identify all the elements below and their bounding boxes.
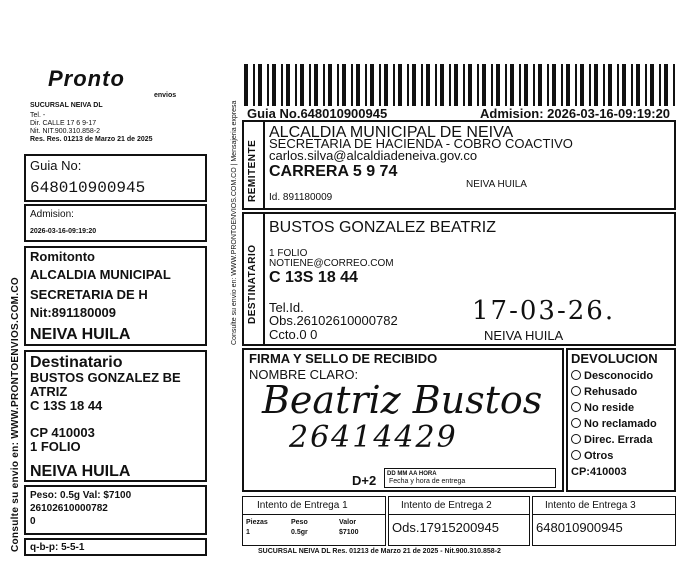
- remitente-box: [242, 120, 676, 210]
- barcode-bar: [645, 64, 647, 106]
- devolucion-option-label: No reside: [584, 402, 635, 414]
- branch-line: Res. Res. 01213 de Marzo 21 de 2025: [30, 136, 153, 143]
- barcode-bar: [510, 64, 514, 106]
- remitente-dept: SECRETARIA DE HACIENDA - COBRO COACTIVO: [269, 136, 573, 151]
- fecha-box: [384, 468, 556, 488]
- devolucion-option[interactable]: [571, 368, 657, 384]
- stub-guia-value: 648010900945: [30, 179, 146, 197]
- devolucion-option-label: Direc. Errada: [584, 434, 653, 446]
- radio-icon: [571, 418, 581, 428]
- barcode-bar: [463, 64, 465, 106]
- barcode-bar: [412, 64, 416, 106]
- barcode-bar: [482, 64, 486, 106]
- destinatario-obs: Obs.26102610000782: [269, 313, 398, 328]
- stub-peso-ref: 26102610000782: [30, 503, 108, 514]
- fecha-labels: DD MM AA HORA: [387, 471, 437, 477]
- barcode-bar: [337, 64, 339, 106]
- barcode-bar: [328, 64, 332, 106]
- barcode-bar: [295, 64, 297, 106]
- ods-value: Ods.17915200945: [392, 520, 499, 535]
- intento-2-box: [388, 496, 530, 546]
- barcode-bar: [379, 64, 381, 106]
- nombre-claro-label: NOMBRE CLARO:: [249, 367, 359, 382]
- stub-remitente-box: [24, 246, 207, 346]
- barcode-bar: [608, 64, 612, 106]
- barcode-bar: [370, 64, 374, 106]
- barcode-bar: [393, 64, 395, 106]
- logo-text: Pronto: [48, 66, 125, 91]
- stub-logo-box: [24, 62, 207, 154]
- devolucion-option[interactable]: [571, 384, 657, 400]
- barcode-bar: [505, 64, 507, 106]
- stub-destinatario-line: 1 FOLIO: [30, 439, 81, 454]
- peso-value: 0.5gr: [291, 529, 308, 536]
- signature-name: Beatriz Bustos: [262, 378, 543, 422]
- barcode-bar: [580, 64, 584, 106]
- stub-peso-line: Peso: 0.5g Val: $7100: [30, 490, 132, 501]
- remitente-id: Id. 891180009: [269, 192, 333, 203]
- barcode-bar: [561, 64, 563, 106]
- barcode-bar: [454, 64, 458, 106]
- barcode-bar: [272, 64, 276, 106]
- destinatario-box: [242, 212, 676, 346]
- intento-1-label: Intento de Entrega 1: [257, 500, 348, 511]
- barcode-bar: [449, 64, 451, 106]
- stub-peso-box: [24, 485, 207, 535]
- branch-line: Nit. NIT.900.310.858-2: [30, 128, 101, 135]
- barcode-bar: [267, 64, 269, 106]
- radio-icon: [571, 370, 581, 380]
- devolucion-option-label: Rehusado: [584, 386, 638, 398]
- barcode-bar: [603, 64, 605, 106]
- stub-admision-label: Admision:: [30, 209, 74, 220]
- remitente-address: CARRERA 5 9 74: [269, 163, 398, 180]
- fecha-caption: Fecha y hora de entrega: [389, 478, 466, 485]
- remitente-tag: REMITENTE: [247, 139, 258, 202]
- stub-admision-box: [24, 204, 207, 242]
- barcode-bar: [664, 64, 668, 106]
- barcode-bar: [659, 64, 661, 106]
- barcode-bar: [356, 64, 360, 106]
- devolucion-cp: CP:410003: [571, 466, 627, 478]
- devolucion-option[interactable]: [571, 448, 657, 464]
- barcode-bar: [622, 64, 626, 106]
- intento-1-box: [242, 496, 386, 546]
- stub-admision-value: 2026-03-16-09:19:20: [30, 228, 97, 235]
- devolucion-option[interactable]: [571, 416, 657, 432]
- piezas-label: Piezas: [246, 519, 268, 526]
- destinatario-tel: Tel.Id.: [269, 300, 304, 315]
- valor-label: Valor: [339, 519, 357, 526]
- stub-vertical-note: Consulte su envio en: WWW.PRONTOENVIOS.COM.CO: [10, 277, 21, 552]
- stub-guia-label: Guia No:: [30, 158, 82, 173]
- destinatario-city: NEIVA HUILA: [484, 328, 564, 343]
- barcode-bar: [281, 64, 283, 106]
- guia-box-value: 648010900945: [536, 520, 623, 535]
- intento-3-label: Intento de Entrega 3: [545, 500, 636, 511]
- barcode-bar: [566, 64, 570, 106]
- stub-remitente-name: Romitonto: [30, 249, 95, 264]
- radio-icon: [571, 386, 581, 396]
- barcode-bar: [552, 64, 556, 106]
- stub-destinatario-line: CP 410003: [30, 425, 95, 440]
- firma-title: FIRMA Y SELLO DE RECIBIDO: [249, 351, 438, 366]
- handwritten-date: 17-03-26.: [472, 296, 616, 326]
- stub-remitente-line: Nit:891180009: [30, 305, 117, 320]
- devolucion-title: DEVOLUCION: [571, 351, 658, 366]
- barcode-bar: [440, 64, 444, 106]
- stub-destinatario-title: Destinatario: [30, 354, 123, 371]
- barcode-bar: [244, 64, 248, 106]
- intento-3-divider: [533, 514, 675, 515]
- barcode-bar: [314, 64, 318, 106]
- main-footer: SUCURSAL NEIVA DL Res. 01213 de Marzo 21 de 2025 - Nit.900.310.858-2: [258, 548, 501, 555]
- barcode-bar: [496, 64, 500, 106]
- devolucion-option-label: No reclamado: [584, 418, 657, 430]
- stub-remitente-line: ALCALDIA MUNICIPAL: [30, 267, 171, 282]
- barcode-bar: [631, 64, 633, 106]
- stub-destinatario-city: NEIVA HUILA: [30, 463, 131, 480]
- barcode-bar: [342, 64, 346, 106]
- main-guia-line: Guia No.648010900945: [247, 106, 388, 121]
- barcode-bar: [650, 64, 654, 106]
- branch: SUCURSAL NEIVA DL: [30, 102, 103, 109]
- main-admision-line: Admision: 2026-03-16-09:19:20: [480, 106, 671, 121]
- remitente-email: carlos.silva@alcaldiadeneiva.gov.co: [269, 148, 478, 163]
- barcode-bar: [435, 64, 437, 106]
- radio-icon: [571, 434, 581, 444]
- devolucion-option[interactable]: [571, 432, 657, 448]
- devolucion-box: [566, 348, 676, 492]
- stub-destinatario-line: BUSTOS GONZALEZ BE: [30, 370, 181, 385]
- signature-id: 26414429: [289, 420, 458, 455]
- destinatario-tag: DESTINATARIO: [247, 244, 258, 324]
- stub-footer: q-b-p: 5-5-1: [30, 542, 85, 553]
- devolucion-option-label: Desconocido: [584, 370, 654, 382]
- valor-value: $7100: [339, 529, 359, 536]
- barcode-bar: [398, 64, 402, 106]
- barcode-bar: [309, 64, 311, 106]
- d2-label: D+2: [352, 473, 377, 488]
- stub-destinatario-line: C 13S 18 44: [30, 398, 103, 413]
- intento-3-box: [532, 496, 676, 546]
- destinatario-name: BUSTOS GONZALEZ BEATRIZ: [269, 219, 496, 236]
- barcode-bar: [365, 64, 367, 106]
- radio-icon: [571, 402, 581, 412]
- barcode-bar: [673, 64, 675, 106]
- barcode-bar: [594, 64, 598, 106]
- stub-peso-extra: 0: [30, 516, 36, 527]
- stub-remitente-line: NEIVA HUILA: [30, 326, 131, 343]
- intento-1-divider: [243, 514, 385, 515]
- barcode-bar: [519, 64, 521, 106]
- branch-line: Dir. CALLE 17 6 9-17: [30, 120, 97, 127]
- barcode-bar: [477, 64, 479, 106]
- devolucion-option[interactable]: [571, 400, 657, 416]
- barcode-bar: [547, 64, 549, 106]
- barcode-bar: [421, 64, 423, 106]
- barcode-bar: [468, 64, 472, 106]
- peso-label: Peso: [291, 519, 308, 526]
- barcode-bar: [323, 64, 325, 106]
- side-vertical-note: Consulte su envio en: WWW.PRONTOENVIOS.COM.CO | Mensajeria expresa: [231, 100, 238, 345]
- stub-remitente-line: SECRETARIA DE H: [30, 287, 148, 302]
- piezas-value: 1: [246, 529, 250, 536]
- barcode-bar: [538, 64, 542, 106]
- stub-destinatario-line: ATRIZ: [30, 384, 68, 399]
- barcode-bar: [253, 64, 255, 106]
- barcode-bar: [258, 64, 262, 106]
- remitente-name: ALCALDIA MUNICIPAL DE NEIVA: [269, 124, 514, 141]
- barcode-bar: [524, 64, 528, 106]
- intento-2-label: Intento de Entrega 2: [401, 500, 492, 511]
- barcode-bar: [533, 64, 535, 106]
- stub-footer-box: [24, 538, 207, 556]
- firma-box: [242, 348, 564, 492]
- barcode-bar: [351, 64, 353, 106]
- branch-line: Tel. -: [30, 112, 46, 119]
- stub-destinatario-box: [24, 350, 207, 482]
- intento-2-divider: [389, 514, 529, 515]
- devolucion-option-label: Otros: [584, 450, 614, 462]
- barcode-bar: [407, 64, 409, 106]
- barcode-bar: [491, 64, 493, 106]
- barcode-bar: [426, 64, 430, 106]
- logo: [48, 66, 125, 92]
- barcode-bar: [636, 64, 640, 106]
- destinatario-ccto: Ccto.0 0: [269, 327, 318, 342]
- barcode: [244, 64, 676, 106]
- stub-guia-box: [24, 154, 207, 202]
- remitente-city: NEIVA HUILA: [466, 179, 527, 190]
- barcode-bar: [300, 64, 304, 106]
- barcode-bar: [617, 64, 619, 106]
- radio-icon: [571, 450, 581, 460]
- devolucion-options: [571, 368, 657, 480]
- destinatario-notify: NOTIENE@CORREO.COM: [269, 258, 394, 269]
- barcode-bar: [575, 64, 577, 106]
- barcode-bar: [589, 64, 591, 106]
- logo-sub: envios: [154, 92, 177, 99]
- destinatario-address: C 13S 18 44: [269, 269, 358, 286]
- barcode-bar: [384, 64, 388, 106]
- barcode-bar: [286, 64, 290, 106]
- destinatario-folio: 1 FOLIO: [269, 248, 308, 259]
